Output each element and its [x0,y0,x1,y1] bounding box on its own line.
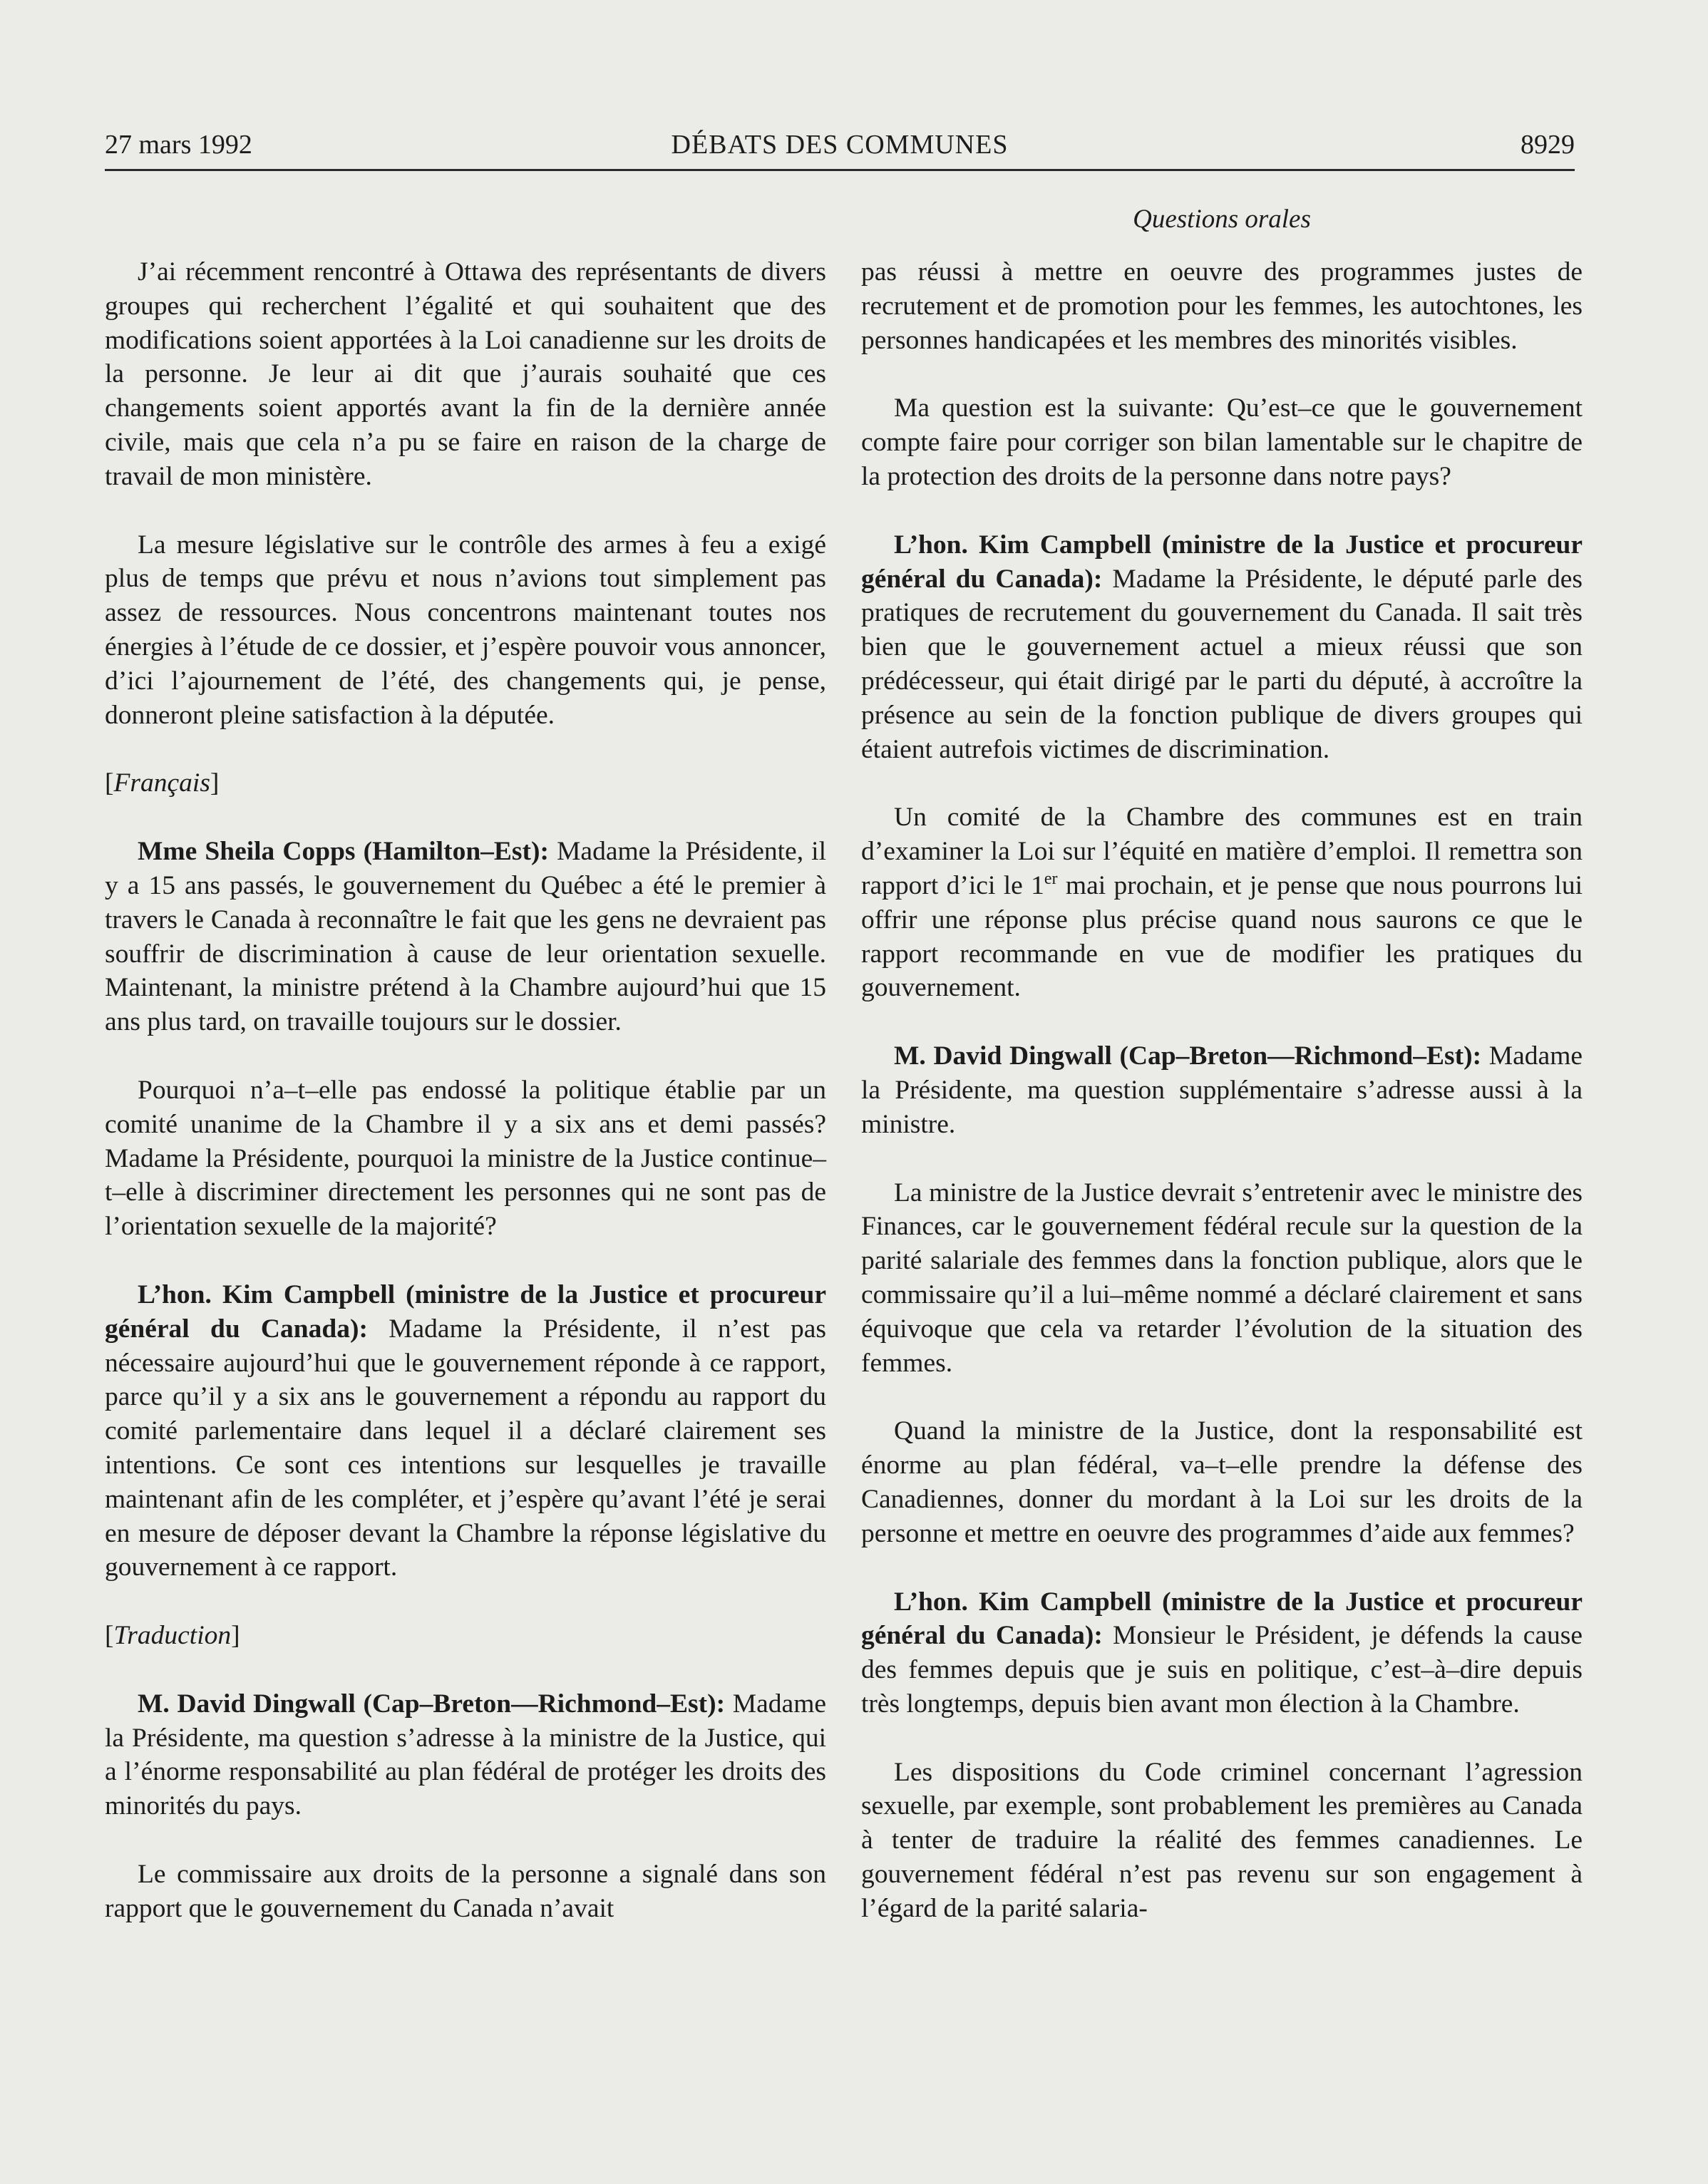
speaker-name: M. David Dingwall (Cap–Breton—Richmond–Est): [138,1689,726,1719]
speaker-name: M. David Dingwall (Cap–Breton—Richmond–Est): [894,1041,1482,1071]
right-column [861,255,1583,1960]
language-marker-text: Traduction [113,1621,232,1651]
speaker-name: L’hon. Kim Campbell (ministre de la Justice et procureur général du Canada): [861,530,1583,594]
speech-text: Monsieur le Président, je défends la cause des femmes depuis que je suis en politique, c’est–à–dire depuis très longtemps, depuis bien avant mon élection à la Chambre. [861,1621,1583,1719]
right-paragraph-1: pas réussi à mettre en oeuvre des programmes justes de recrutement et de promotion pour les femmes, les autochtones, les personnes handicapées et les membres des minorités visibles. [861,257,1583,355]
speaker-name: Mme Sheila Copps (Hamilton–Est): [138,837,549,867]
speech-text: mai prochain, et je pense que nous pourrons lui offrir une réponse plus précise quand nous saurons ce que le rapport recommande en vue de modifier les pratiques du gouvernement. [861,870,1583,1003]
header-title: DÉBATS DES COMMUNES [671,130,1009,160]
left-paragraph-4: Pourquoi n’a–t–elle pas endossé la politique établie par un comité unanime de la Chambre il y a six ans et demi passés? Madame la Présidente, pourquoi la ministre de la Justice continue–t–elle à discriminer directement les personnes qui ne sont pas de l’orientation sexuelle de la majorité? [105,1075,826,1242]
left-paragraph-3 [105,835,826,1039]
left-paragraph-1: J’ai récemment rencontré à Ottawa des représentants de divers groupes qui recherchent l’égalité et qui souhaitent que des modifications soient apportées à la Loi canadienne sur les droits de la personne. Je leur ai dit que j’aurais souhaité que ces changements soient apportés avant la fin de la dernière année civile, mais que cela n’a pu se faire en raison de la charge de travail de mon ministère. [105,257,826,491]
language-marker-francais: [Français] [105,768,220,798]
right-paragraph-7: Quand la ministre de la Justice, dont la responsabilité est énorme au plan fédéral, va–t–elle prendre la défense des Canadiennes, donner du mordant à la Loi sur les droits de la personne et mettre en oeuvre des programmes d’aide aux femmes? [861,1416,1583,1548]
header-page-number: 8929 [1521,130,1575,160]
speaker-name: L’hon. Kim Campbell (ministre de la Justice et procureur général du Canada): [861,1587,1583,1651]
speech-text: Madame la Présidente, ma question s’adresse à la ministre de la Justice, qui a l’énorme responsabilité au plan fédéral de protéger les droits des minorités du pays. [105,1689,827,1821]
right-paragraph-6: La ministre de la Justice devrait s’entretenir avec le ministre des Finances, car le gouvernement fédéral recule sur la question de la parité salariale des femmes dans la fonction publique, alors que le commissaire qu’il a lui–même nommé a déclaré clairement et sans équivoque que cela va retarder l’évolution de la situation des femmes. [861,1178,1583,1378]
left-paragraph-7: Le commissaire aux droits de la personne a signalé dans son rapport que le gouvernement du Canada n’avait [105,1860,826,1923]
left-paragraph-6 [105,1687,826,1823]
speech-text: Madame la Présidente, il y a 15 ans passés, le gouvernement du Québec a été le premier à travers le Canada à reconnaître le fait que les gens ne devraient pas souffrir de discrimination à cause de leur orientation sexuelle. Maintenant, la ministre prétend à la Chambre aujourd’hui que 15 ans plus tard, on travaille toujours sur le dossier. [105,837,826,1037]
speech-text: Madame la Présidente, ma question supplémentaire s’adresse aussi à la ministre. [861,1041,1583,1139]
right-paragraph-3 [861,528,1583,767]
speech-text: Madame la Présidente, le député parle des pratiques de recrutement du gouvernement du Canada. Il sait très bien que le gouvernement actuel a mieux réussi que son prédécesseur, qui était dirigé par le parti du député, à accroître la présence au sein de la fonction publique de divers groupes qui étaient autrefois victimes de discrimination. [861,564,1583,764]
page-header [105,125,1575,168]
language-marker-text: Français [113,768,210,798]
left-paragraph-2: La mesure législative sur le contrôle des armes à feu a exigé plus de temps que prévu et nous n’avions tout simplement pas assez de ressources. Nous concentrons maintenant toutes nos énergies à l’étude de ce dossier, et j’espère pouvoir vous annoncer, d’ici l’ajournement de l’été, des changements qui, je pense, donneront pleine satisfaction à la députée. [105,530,826,730]
speaker-name: L’hon. Kim Campbell (ministre de la Justice et procureur général du Canada): [105,1279,826,1344]
header-date: 27 mars 1992 [105,130,252,160]
right-paragraph-8 [861,1585,1583,1721]
right-paragraph-4 [861,800,1583,1005]
section-label: Questions orales [1133,205,1311,234]
left-paragraph-5 [105,1278,826,1585]
right-paragraph-5 [861,1039,1583,1141]
header-rule [105,169,1575,171]
right-paragraph-2: Ma question est la suivante: Qu’est–ce que le gouvernement compte faire pour corriger son bilan lamentable sur le chapitre de la protection des droits de la personne dans notre pays? [861,393,1583,491]
language-marker-traduction: [Traduction] [105,1621,240,1651]
ordinal-superscript: er [1044,869,1058,888]
right-paragraph-9: Les dispositions du Code criminel concernant l’agression sexuelle, par exemple, sont probablement les premières au Canada à tenter de traduire la réalité des femmes canadiennes. Le gouvernement fédéral n’est pas revenu sur son engagement à l’égard de la parité salaria- [861,1757,1583,1923]
speech-text: Madame la Présidente, il n’est pas nécessaire aujourd’hui que le gouvernement réponde à ce rapport, parce qu’il y a six ans le gouvernement a répondu au rapport du comité parlementaire dans lequel il a déclaré clairement ses intentions. Ce sont ces intentions sur lesquelles je travaille maintenant afin de les compléter, et j’espère qu’avant l’été je serai en mesure de déposer devant la Chambre la réponse législative du gouvernement à ce rapport. [105,1314,826,1582]
left-column [105,255,826,1960]
speech-text: Un comité de la Chambre des communes est en train d’examiner la Loi sur l’équité en matière d’emploi. Il remettra son rapport d’ici le 1 [861,803,1583,900]
